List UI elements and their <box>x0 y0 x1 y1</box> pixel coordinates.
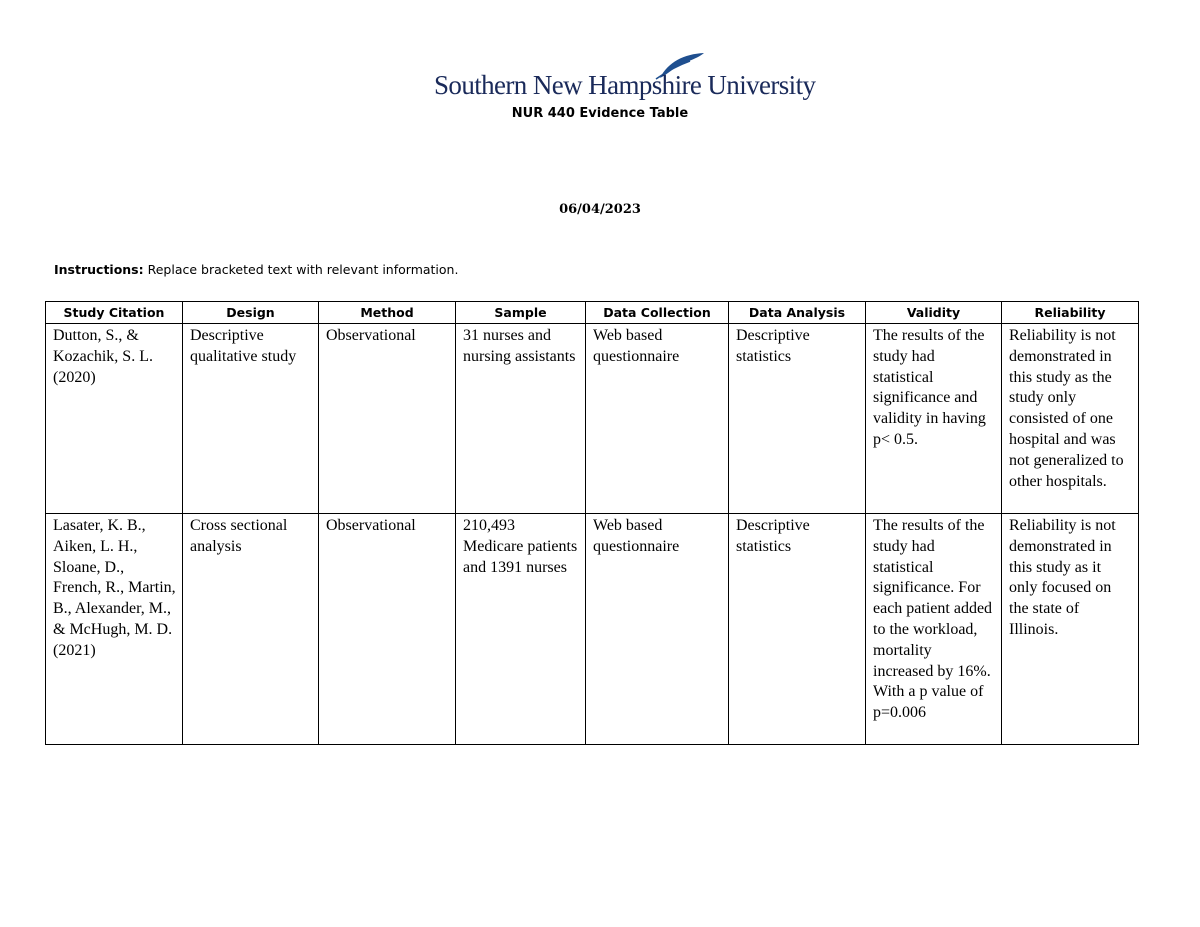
university-logo <box>434 52 816 102</box>
column-header: Reliability <box>1002 302 1139 324</box>
table-cell: Descriptive qualitative study <box>183 324 319 514</box>
column-header: Method <box>319 302 456 324</box>
table-cell: Dutton, S., & Kozachik, S. L. (2020) <box>46 324 183 514</box>
table-cell: The results of the study had statistical significance and validity in having p< 0.5. <box>866 324 1002 514</box>
table-cell: Lasater, K. B., Aiken, L. H., Sloane, D., French, R., Martin, B., Alexander, M., & McHugh, M. D. (2021) <box>46 514 183 745</box>
table-cell: Reliability is not demonstrated in this study as it only focused on the state of Illinois. <box>1002 514 1139 745</box>
table-cell: Descriptive statistics <box>729 514 866 745</box>
table-cell: 210,493 Medicare patients and 1391 nurses <box>456 514 586 745</box>
evidence-table <box>45 301 1139 745</box>
table-cell: Descriptive statistics <box>729 324 866 514</box>
table-header-row <box>46 302 1139 324</box>
document-date: 06/04/2023 <box>559 202 641 217</box>
table-cell: Reliability is not demonstrated in this study as the study only consisted of one hospital and was not generalized to other hospitals. <box>1002 324 1139 514</box>
table-row <box>46 324 1139 514</box>
document-title: NUR 440 Evidence Table <box>511 106 689 121</box>
table-row <box>46 514 1139 745</box>
table-cell: Cross sectional analysis <box>183 514 319 745</box>
table-cell: 31 nurses and nursing assistants <box>456 324 586 514</box>
column-header: Study Citation <box>46 302 183 324</box>
instructions-text: Replace bracketed text with relevant information. <box>147 262 459 277</box>
logo-text: Southern New Hampshire University <box>434 70 816 100</box>
column-header: Data Analysis <box>729 302 866 324</box>
table-cell: The results of the study had statistical significance. For each patient added to the workload, mortality increased by 16%. With a p value of p=0.006 <box>866 514 1002 745</box>
table-cell: Observational <box>319 514 456 745</box>
table-cell: Observational <box>319 324 456 514</box>
column-header: Design <box>183 302 319 324</box>
column-header: Validity <box>866 302 1002 324</box>
instructions <box>54 262 458 277</box>
column-header: Sample <box>456 302 586 324</box>
table-cell: Web based questionnaire <box>586 514 729 745</box>
instructions-label: Instructions: <box>54 262 144 277</box>
table-cell: Web based questionnaire <box>586 324 729 514</box>
column-header: Data Collection <box>586 302 729 324</box>
